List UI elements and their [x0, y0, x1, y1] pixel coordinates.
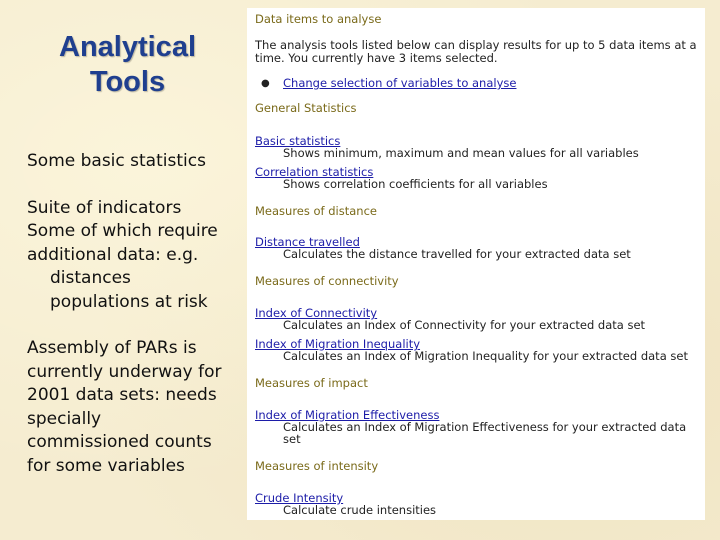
section-heading-impact: Measures of impact: [255, 376, 368, 390]
text-sub-item: distances: [50, 268, 131, 288]
index-of-migration-inequality-description: Calculates an Index of Migration Inequality for your extracted data set: [283, 349, 688, 363]
crude-intensity-link[interactable]: Crude Intensity: [255, 491, 344, 505]
text-sub-item: populations at risk: [50, 291, 208, 312]
index-of-connectivity-description: Calculates an Index of Connectivity for your extracted data set: [283, 318, 646, 332]
distance-travelled-link[interactable]: Distance travelled: [255, 235, 360, 249]
change-selection-link[interactable]: Change selection of variables to analyse: [283, 76, 517, 90]
section-heading-intensity: Measures of intensity: [255, 459, 379, 473]
basic-statistics-description: Shows minimum, maximum and mean values for all variables: [283, 146, 639, 160]
slide-body-text: [27, 150, 242, 478]
correlation-statistics-description: Shows correlation coefficients for all variables: [283, 177, 548, 191]
index-of-migration-inequality-link[interactable]: Index of Migration Inequality: [255, 337, 421, 351]
text-line: commissioned counts: [27, 432, 212, 452]
analysis-tools-screenshot: [247, 8, 705, 520]
crude-intensity-description: Calculate crude intensities: [283, 503, 437, 517]
bullet-basic-statistics: Some basic statistics: [27, 151, 206, 171]
section-heading-distance: Measures of distance: [255, 204, 377, 218]
index-of-connectivity-link[interactable]: Index of Connectivity: [255, 306, 378, 320]
intro-text-line-2: time. You currently have 3 items selected.: [255, 51, 498, 65]
index-of-migration-effectiveness-link[interactable]: Index of Migration Effectiveness: [255, 408, 440, 422]
section-heading-general: General Statistics: [255, 101, 357, 115]
text-line: 2001 data sets: needs: [27, 385, 217, 405]
index-of-migration-effectiveness-description: Calculates an Index of Migration Effectiveness for your extracted data: [283, 420, 687, 434]
text-line: Some of which require: [27, 221, 218, 241]
section-heading-data-items: Data items to analyse: [255, 12, 382, 26]
text-line: additional data: e.g.: [27, 244, 199, 265]
correlation-statistics-link[interactable]: Correlation statistics: [255, 165, 374, 179]
title-line-1: Analytical: [59, 31, 196, 63]
basic-statistics-link[interactable]: Basic statistics: [255, 134, 341, 148]
title-line-2: Tools: [89, 66, 166, 98]
text-line: for some variables: [27, 455, 185, 476]
section-heading-connectivity: Measures of connectivity: [255, 274, 399, 288]
index-of-migration-effectiveness-description-cont: set: [283, 432, 301, 446]
intro-text-line-1: The analysis tools listed below can display results for up to 5 data items at a: [255, 38, 697, 52]
bullet-dot-icon: ●: [261, 78, 270, 89]
slide-title: [35, 30, 220, 100]
text-line: Suite of indicators: [27, 197, 182, 218]
text-line: currently underway for: [27, 361, 222, 382]
distance-travelled-description: Calculates the distance travelled for your extracted data set: [283, 247, 631, 261]
text-line: specially: [27, 408, 102, 429]
text-line: Assembly of PARs is: [27, 338, 197, 358]
